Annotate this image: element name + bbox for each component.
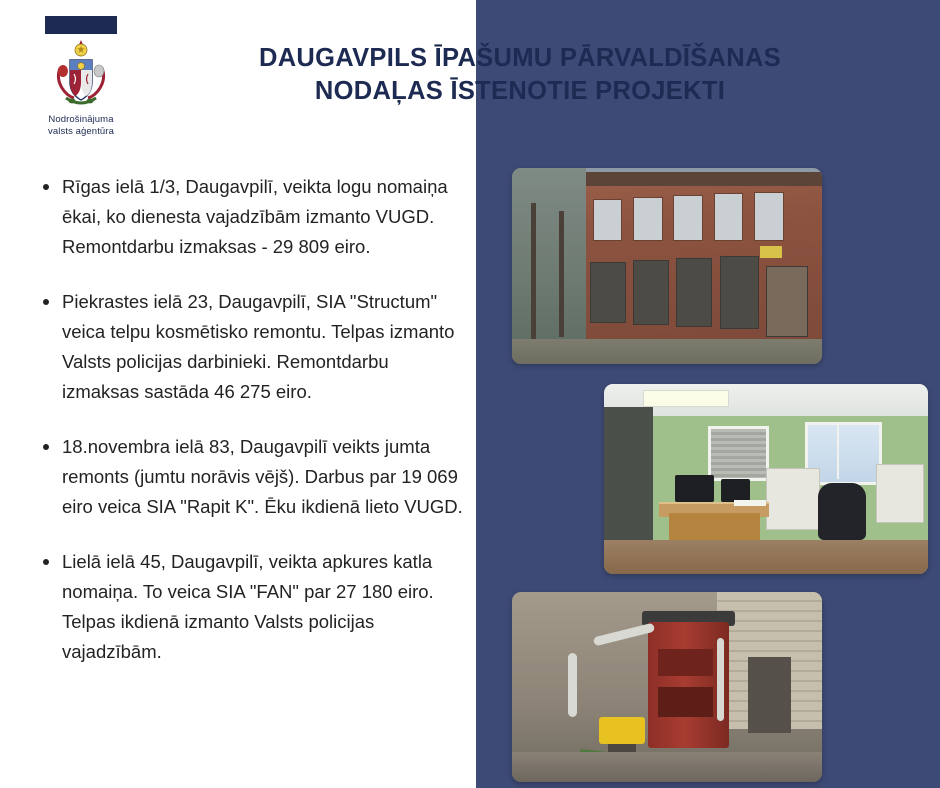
list-item-text: Piekrastes ielā 23, Daugavpilī, SIA "Structum" veica telpu kosmētisko remontu. Telpas izmanto Valsts policijas darbinieki. Remontdarbu izmaksas sastāda 46 275 eiro. [62, 291, 455, 402]
photo-boiler-room [512, 592, 822, 782]
bullet-dot-icon [43, 444, 49, 450]
list-item [36, 287, 466, 407]
list-item [36, 547, 466, 667]
latvia-coat-of-arms-icon [50, 38, 112, 110]
logo-caption [38, 114, 124, 138]
bullet-dot-icon [43, 184, 49, 190]
logo-caption-line-1: Nodrošinājuma [48, 114, 114, 125]
page-title [150, 42, 890, 108]
photo-office-interior [604, 384, 928, 574]
list-item-text: 18.novembra ielā 83, Daugavpilī veikts jumta remonts (jumtu norāvis vējš). Darbus par 19 069 eiro veica SIA "Rapit K". Ēku ikdienā lieto VUGD. [62, 436, 463, 517]
list-item-text: Lielā ielā 45, Daugavpilī, veikta apkures katla nomaiņa. To veica SIA "FAN" par 27 180 eiro. Telpas ikdienā izmanto Valsts policijas vajadzībām. [62, 551, 434, 662]
page-title-line-2: NODAĻAS ĪSTENOTIE PROJEKTI [314, 77, 726, 105]
logo-caption-line-2: valsts aģentūra [48, 126, 114, 137]
bullet-dot-icon [43, 299, 49, 305]
organization-logo [38, 16, 124, 138]
bullet-dot-icon [43, 559, 49, 565]
page-title-line-1: DAUGAVPILS ĪPAŠUMU PĀRVALDĪŠANAS [258, 44, 781, 72]
project-list [36, 172, 466, 667]
list-item-text: Rīgas ielā 1/3, Daugavpilī, veikta logu nomaiņa ēkai, ko dienesta vajadzībām izmanto VUGD. Remontdarbu izmaksas - 29 809 eiro. [62, 176, 448, 257]
list-item [36, 172, 466, 262]
photo-brick-building [512, 168, 822, 364]
logo-bar [45, 16, 117, 34]
list-item [36, 432, 466, 522]
